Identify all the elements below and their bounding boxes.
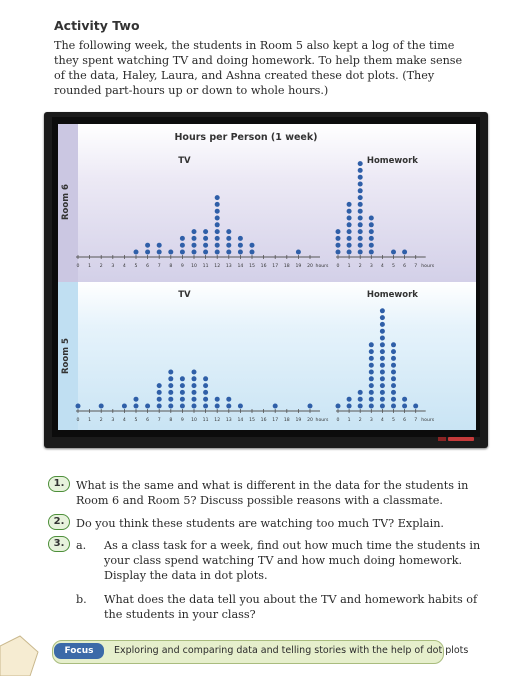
room6-tv-dot <box>203 250 208 255</box>
tv-button <box>438 437 446 441</box>
room6-homework-dot <box>369 229 374 234</box>
room5-homework-dot <box>391 383 396 388</box>
room6-tv-tick-label: 15 <box>249 264 255 269</box>
question-3 <box>48 538 508 638</box>
room5-tv-dot <box>76 404 81 409</box>
room6-tv-dot <box>215 243 220 248</box>
room5-homework-dot <box>380 356 385 361</box>
room6-tv-tick-label: 10 <box>191 264 197 269</box>
room6-homework-dot <box>347 202 352 207</box>
room6-tv-dot <box>226 243 231 248</box>
room5-tv-tick-label: 19 <box>295 418 302 423</box>
room6-tv-tick-label: 8 <box>169 264 173 269</box>
room5-homework-tick-label: 6 <box>403 418 407 423</box>
room6-homework-dot <box>358 161 363 166</box>
room5-homework-dot <box>369 383 374 388</box>
room5-tv-dot <box>180 376 185 381</box>
room6-homework-tick-label: 3 <box>369 264 373 269</box>
room6-homework-dot <box>358 216 363 221</box>
dot-plot-chart <box>58 124 476 430</box>
room6-homework-dot <box>347 216 352 221</box>
room5-homework-dot <box>380 363 385 368</box>
room5-homework-dot <box>413 404 418 409</box>
room5-tv-tick-label: 0 <box>76 418 80 423</box>
room6-tv-tick-label: 19 <box>295 264 302 269</box>
room6-tv-dot <box>180 243 185 248</box>
room5-homework-dot <box>391 363 396 368</box>
room6-tv-tick-label: 14 <box>237 264 244 269</box>
room5-homework-dot <box>380 390 385 395</box>
room6-homework-unit-label: hours <box>421 264 435 269</box>
room6-homework-tick-label: 0 <box>336 264 340 269</box>
page-corner-decoration <box>0 628 50 676</box>
room5-tv-tick-label: 18 <box>283 418 290 423</box>
room5-tv-dot <box>308 404 313 409</box>
room6-tv-dot <box>203 243 208 248</box>
room5-homework-dot <box>347 397 352 402</box>
room6-tv-dot <box>192 250 197 255</box>
room5-tv-dot <box>168 390 173 395</box>
room5-tv-tick-label: 10 <box>191 418 197 423</box>
room6-tv-dot <box>215 216 220 221</box>
room6-homework-tick-label: 7 <box>414 264 418 269</box>
room5-tv-dot <box>226 404 231 409</box>
room5-homework-dot <box>369 376 374 381</box>
room5-panel <box>58 282 476 430</box>
room5-tv-dot <box>203 397 208 402</box>
room5-homework-dot <box>391 356 396 361</box>
room5-tv-dot <box>203 383 208 388</box>
room5-tv-dot <box>192 404 197 409</box>
room5-tv-tick-label: 1 <box>88 418 92 423</box>
room5-tv-dot <box>168 370 173 375</box>
room5-tv-dot <box>215 404 220 409</box>
room5-tv-tick-label: 8 <box>169 418 173 423</box>
room5-tv-tick-label: 16 <box>260 418 267 423</box>
room6-tv-dot <box>215 236 220 241</box>
room5-homework-dot <box>380 336 385 341</box>
room5-homework-dot <box>369 349 374 354</box>
room6-homework-dot <box>358 188 363 193</box>
room5-homework-dot <box>391 376 396 381</box>
question-2-number: 2. <box>48 514 70 530</box>
room5-homework-dot <box>336 404 341 409</box>
room6-homework-tick-label: 4 <box>380 264 384 269</box>
room6-tv-tick-label: 17 <box>272 264 279 269</box>
room6-tv-dot <box>215 229 220 234</box>
room6-homework-dot <box>336 229 341 234</box>
room6-homework-tick-label: 6 <box>403 264 407 269</box>
room6-homework-dot <box>336 250 341 255</box>
room5-tv-dot <box>192 370 197 375</box>
tv-power-light <box>448 437 474 441</box>
room5-tv-dot <box>168 376 173 381</box>
room6-tv-dot <box>215 202 220 207</box>
room5-homework-dot <box>380 404 385 409</box>
room6-tv-dot <box>215 250 220 255</box>
room6-homework-dot <box>347 243 352 248</box>
room5-homework-tick-label: 0 <box>336 418 340 423</box>
room6-tv-tick-label: 5 <box>134 264 138 269</box>
room5-tv-unit-label: hours <box>315 418 329 423</box>
room5-tv-dot <box>192 383 197 388</box>
room5-homework-unit-label: hours <box>421 418 435 423</box>
room6-homework-dot <box>358 202 363 207</box>
room5-homework-dot <box>380 308 385 313</box>
room6-tv-tick-label: 7 <box>157 264 161 269</box>
room5-homework-dot <box>369 390 374 395</box>
room5-tv-tick-label: 13 <box>225 418 232 423</box>
room5-tv-tick-label: 17 <box>272 418 279 423</box>
room5-tv-tick-label: 9 <box>180 418 184 423</box>
chart-title: Hours per Person (1 week) <box>174 132 318 143</box>
room6-homework-dot <box>347 222 352 227</box>
room6-homework-dot <box>336 243 341 248</box>
room6-tv-dot <box>145 243 150 248</box>
room6-tv-dot <box>226 250 231 255</box>
focus-text: Exploring and comparing data and telling stories with the help of dot plots <box>114 645 469 656</box>
room5-tv-dot <box>180 390 185 395</box>
room5-homework-dot <box>391 342 396 347</box>
room6-homework-dot <box>358 209 363 214</box>
room6-homework-tick-label: 2 <box>358 264 362 269</box>
room6-tv-dot <box>192 229 197 234</box>
room5-tv-label: TV <box>178 290 191 300</box>
room5-homework-dot <box>391 349 396 354</box>
room6-tv-tick-label: 3 <box>111 264 115 269</box>
room5-tv-dot <box>157 390 162 395</box>
room5-tv-dot <box>203 390 208 395</box>
room6-homework-dot <box>358 195 363 200</box>
question-3b-letter: b. <box>76 593 87 606</box>
room6-homework-dot <box>347 229 352 234</box>
room6-homework-dot <box>358 182 363 187</box>
room5-tv-dot <box>180 404 185 409</box>
question-3b-text: What does the data tell you about the TV and homework habits of the students in your class? <box>104 593 478 621</box>
room5-homework-dot <box>369 397 374 402</box>
room6-tv-dot <box>168 250 173 255</box>
room6-tv-tick-label: 9 <box>180 264 184 269</box>
room5-homework-dot <box>380 349 385 354</box>
room5-homework-tick-label: 2 <box>358 418 362 423</box>
room6-homework-dot <box>358 168 363 173</box>
room5-tv-tick-label: 4 <box>122 418 126 423</box>
room6-tv-tick-label: 20 <box>307 264 313 269</box>
room5-tv-tick-label: 5 <box>134 418 138 423</box>
room5-tv-dot <box>238 404 243 409</box>
room6-tv-unit-label: hours <box>315 264 329 269</box>
room5-homework-tick-label: 3 <box>369 418 373 423</box>
room6-tv-tick-label: 12 <box>214 264 221 269</box>
room5-tv-tick-label: 2 <box>99 418 103 423</box>
room5-homework-dot <box>380 397 385 402</box>
intro-paragraph: The following week, the students in Room 5 also kept a log of the time they spent watching TV and doing homework. To help them make sense of the data, Haley, Laura, and Ashna created these dot plots. (They rounded part-hours up or down to whole hours.) <box>54 39 463 97</box>
room6-tv-dot <box>180 236 185 241</box>
room5-tv-dot <box>157 404 162 409</box>
question-1-number: 1. <box>48 476 70 492</box>
room5-tv-dot <box>180 397 185 402</box>
room6-tv-dot <box>226 236 231 241</box>
question-3a-text: As a class task for a week, find out how much time the students in your class spend watching TV and how much doing homework. Display the data in dot plots. <box>104 539 481 582</box>
room5-tv-dot <box>168 397 173 402</box>
room6-tv-dot <box>192 243 197 248</box>
room5-tv-tick-label: 15 <box>249 418 255 423</box>
room5-tv-dot <box>134 397 139 402</box>
room5-homework-dot <box>380 315 385 320</box>
room6-label: Room 6 <box>61 184 71 220</box>
room5-homework-dot <box>402 397 407 402</box>
room5-homework-tick-label: 7 <box>414 418 418 423</box>
room5-homework-dot <box>380 376 385 381</box>
room6-tv-tick-label: 2 <box>99 264 103 269</box>
room5-homework-label: Homework <box>366 290 418 300</box>
room5-tv-tick-label: 20 <box>307 418 313 423</box>
room6-tv-dot <box>215 195 220 200</box>
room5-tv-dot <box>273 404 278 409</box>
room5-homework-tick-label: 4 <box>380 418 384 423</box>
room6-tv-dot <box>145 250 150 255</box>
room5-tv-tick-label: 12 <box>214 418 221 423</box>
room6-homework-tick-label: 1 <box>347 264 351 269</box>
room6-homework-dot <box>369 243 374 248</box>
room5-homework-dot <box>380 329 385 334</box>
room6-homework-dot <box>369 250 374 255</box>
room6-homework-dot <box>336 236 341 241</box>
room5-tv-dot <box>180 383 185 388</box>
room6-homework-dot <box>358 222 363 227</box>
room6-homework-dot <box>347 209 352 214</box>
question-3-number: 3. <box>48 536 70 552</box>
room5-tv-dot <box>192 376 197 381</box>
room6-homework-dot <box>358 243 363 248</box>
room5-homework-dot <box>358 390 363 395</box>
question-1-text: What is the same and what is different in the data for the students in Room 6 and Room 5? Discuss possible reasons with a classmate. <box>76 479 469 507</box>
room6-homework-dot <box>358 250 363 255</box>
room5-tv-dot <box>226 397 231 402</box>
room6-tv-dot <box>180 250 185 255</box>
activity-heading: Activity Two <box>54 18 140 33</box>
room6-tv-dot <box>296 250 301 255</box>
room6-homework-dot <box>358 236 363 241</box>
room5-tv-dot <box>203 376 208 381</box>
room5-tv-tick-label: 11 <box>202 418 209 423</box>
room6-tv-dot <box>192 236 197 241</box>
room6-tv-dot <box>215 222 220 227</box>
room5-homework-dot <box>391 390 396 395</box>
room5-tv-tick-label: 14 <box>237 418 244 423</box>
room5-homework-dot <box>380 370 385 375</box>
room6-tv-dot <box>215 209 220 214</box>
room6-tv-dot <box>250 250 255 255</box>
room6-homework-dot <box>369 222 374 227</box>
room6-homework-dot <box>347 250 352 255</box>
room5-homework-dot <box>402 404 407 409</box>
room5-tv-dot <box>192 397 197 402</box>
room6-homework-dot <box>358 175 363 180</box>
room5-homework-dot <box>391 397 396 402</box>
room5-homework-dot <box>369 356 374 361</box>
room5-homework-dot <box>380 342 385 347</box>
room6-tv-dot <box>226 229 231 234</box>
room5-tv-dot <box>168 404 173 409</box>
room5-tv-dot <box>192 390 197 395</box>
room6-tv-tick-label: 4 <box>122 264 126 269</box>
room6-tv-dot <box>250 243 255 248</box>
room5-tv-dot <box>168 383 173 388</box>
room6-tv-dot <box>203 236 208 241</box>
room5-homework-dot <box>369 342 374 347</box>
room6-tv-tick-label: 0 <box>76 264 80 269</box>
room5-homework-dot <box>369 404 374 409</box>
room5-tv-dot <box>145 404 150 409</box>
room5-homework-dot <box>380 322 385 327</box>
room6-homework-label: Homework <box>366 156 418 166</box>
room6-homework-dot <box>358 229 363 234</box>
room6-homework-dot <box>369 236 374 241</box>
focus-tag: Focus <box>54 643 104 659</box>
room6-homework-dot <box>402 250 407 255</box>
room5-homework-dot <box>358 404 363 409</box>
room5-homework-dot <box>369 370 374 375</box>
room5-tv-tick-label: 3 <box>111 418 115 423</box>
room6-tv-tick-label: 6 <box>146 264 150 269</box>
room5-homework-dot <box>380 383 385 388</box>
room6-tv-dot <box>238 243 243 248</box>
room6-tv-tick-label: 18 <box>283 264 290 269</box>
room6-tv-tick-label: 13 <box>225 264 232 269</box>
room5-homework-dot <box>391 404 396 409</box>
room5-homework-dot <box>369 363 374 368</box>
room6-tv-dot <box>134 250 139 255</box>
room5-tv-tick-label: 7 <box>157 418 161 423</box>
room6-tv-dot <box>238 236 243 241</box>
room6-tv-dot <box>157 243 162 248</box>
room6-tv-dot <box>157 250 162 255</box>
room5-label: Room 5 <box>61 338 71 374</box>
question-3a-letter: a. <box>76 539 87 552</box>
room5-tv-dot <box>134 404 139 409</box>
room6-homework-dot <box>369 216 374 221</box>
room5-homework-tick-label: 1 <box>347 418 351 423</box>
room5-homework-tick-label: 5 <box>392 418 395 423</box>
question-2-text: Do you think these students are watching too much TV? Explain. <box>76 517 444 530</box>
room5-homework-dot <box>391 370 396 375</box>
room6-tv-label: TV <box>178 156 191 166</box>
room5-tv-dot <box>215 397 220 402</box>
room6-tv-tick-label: 16 <box>260 264 267 269</box>
room6-homework-dot <box>347 236 352 241</box>
room5-tv-dot <box>157 397 162 402</box>
room5-homework-dot <box>347 404 352 409</box>
room6-tv-dot <box>238 250 243 255</box>
room5-tv-tick-label: 6 <box>146 418 150 423</box>
room6-tv-dot <box>203 229 208 234</box>
room5-homework-dot <box>358 397 363 402</box>
room6-tv-tick-label: 11 <box>202 264 209 269</box>
room5-tv-dot <box>203 404 208 409</box>
room6-tv-tick-label: 1 <box>88 264 92 269</box>
room6-homework-dot <box>391 250 396 255</box>
room6-panel <box>58 124 476 282</box>
room6-homework-tick-label: 5 <box>392 264 395 269</box>
room5-tv-dot <box>122 404 127 409</box>
room5-tv-dot <box>99 404 104 409</box>
room5-tv-dot <box>157 383 162 388</box>
